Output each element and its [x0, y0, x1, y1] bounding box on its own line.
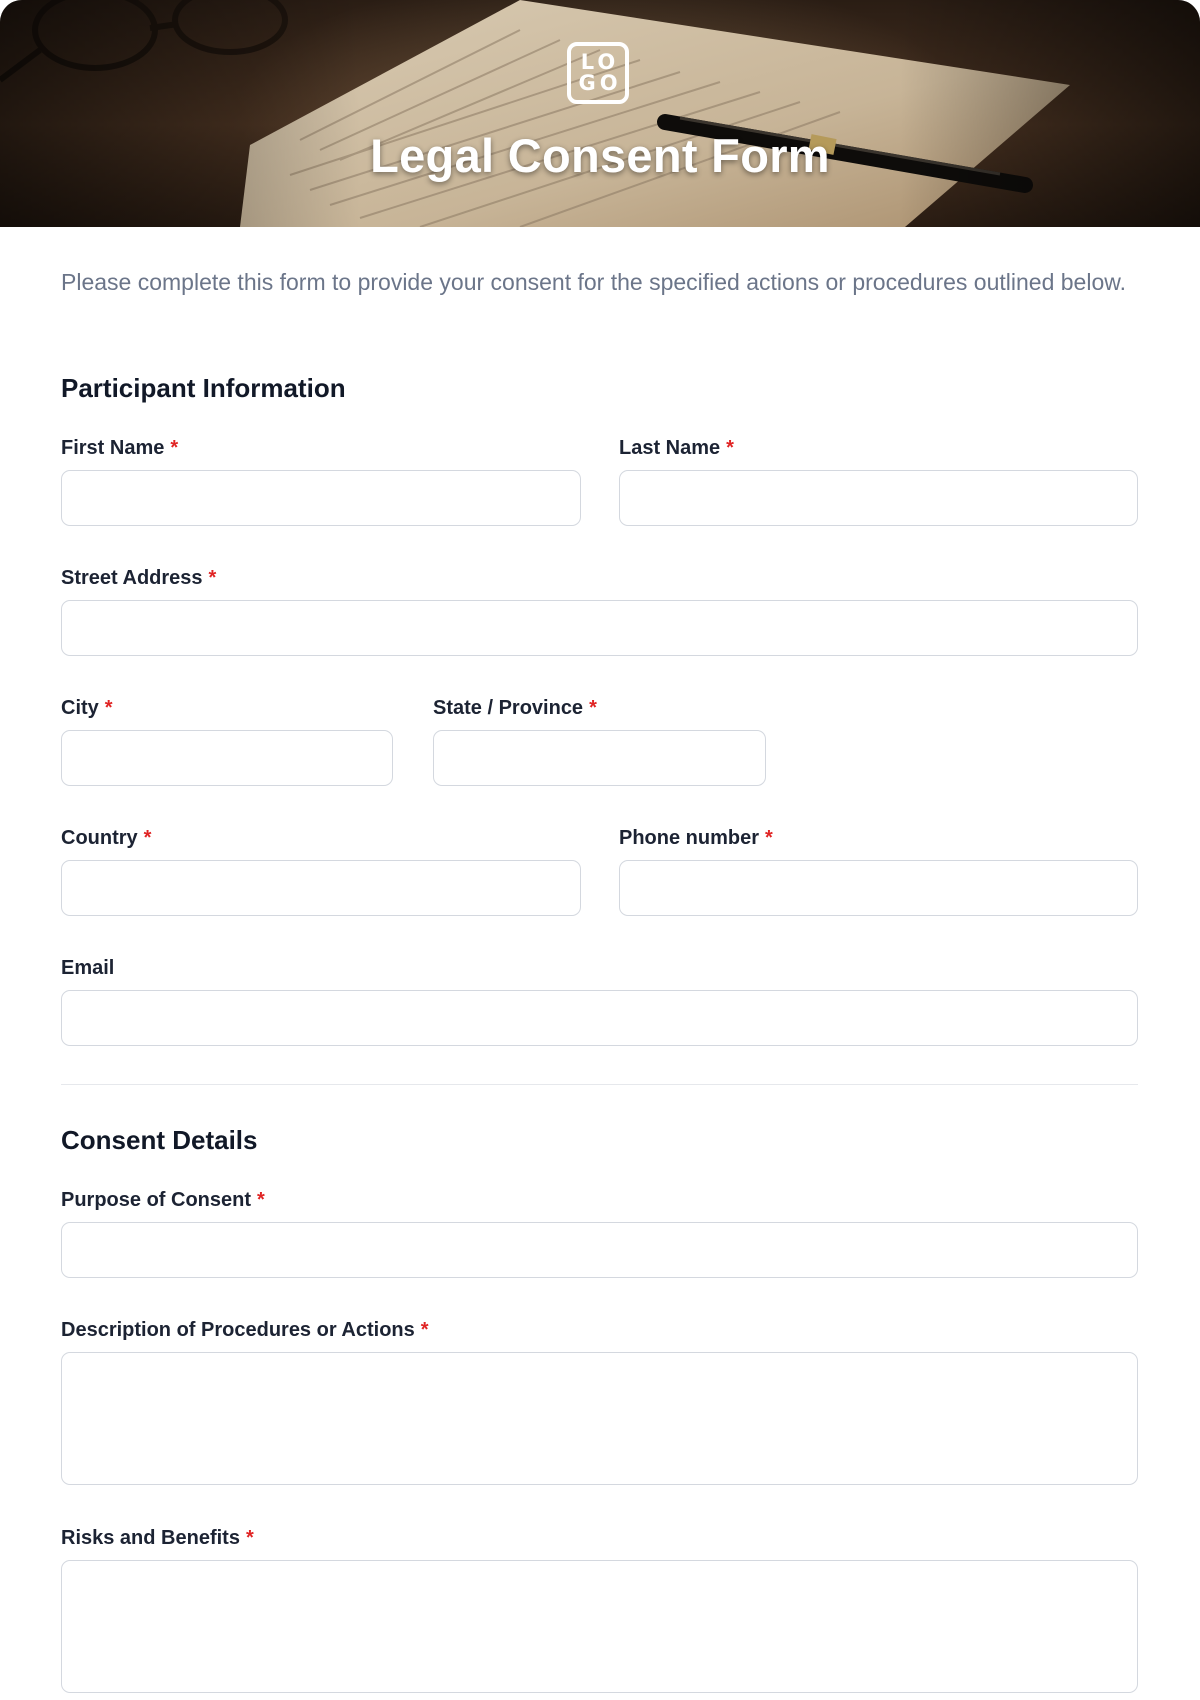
country-label	[61, 827, 151, 850]
form-description: Please complete this form to provide your consent for the specified actions or procedures outlined below.	[61, 269, 1126, 295]
first-name-label-text: First Name	[61, 437, 165, 459]
country-label-text: Country	[61, 827, 138, 849]
last-name-label-text: Last Name	[619, 437, 721, 459]
required-marker: *	[420, 1319, 429, 1341]
required-marker: *	[726, 437, 734, 459]
section-title-participant: Participant Information	[61, 373, 346, 403]
logo-text: LOGO	[578, 50, 622, 95]
description-label-text: Description of Procedures or Actions	[61, 1319, 415, 1341]
description-textarea[interactable]	[61, 1352, 1138, 1485]
email-input[interactable]	[61, 990, 1138, 1046]
first-name-input[interactable]	[61, 470, 581, 526]
street-address-input[interactable]	[61, 600, 1138, 656]
phone-number-input[interactable]	[619, 860, 1138, 916]
header-background-image	[0, 0, 1200, 227]
required-marker: *	[104, 697, 113, 719]
street-address-label-text: Street Address	[61, 567, 203, 589]
required-marker: *	[245, 1527, 254, 1549]
state-province-label	[433, 697, 597, 720]
city-label	[61, 697, 113, 720]
city-input[interactable]	[61, 730, 393, 786]
purpose-of-consent-input[interactable]	[61, 1222, 1138, 1278]
risks-and-benefits-label	[61, 1527, 254, 1550]
purpose-of-consent-label-text: Purpose of Consent	[61, 1189, 252, 1211]
risks-and-benefits-textarea[interactable]	[61, 1560, 1138, 1693]
section-title-consent: Consent Details	[61, 1125, 258, 1155]
phone-number-label	[619, 827, 773, 850]
logo	[567, 42, 629, 104]
risks-and-benefits-label-text: Risks and Benefits	[61, 1527, 240, 1549]
required-marker: *	[589, 697, 597, 719]
required-marker: *	[170, 437, 179, 459]
email-label	[61, 957, 114, 980]
street-address-label	[61, 567, 216, 590]
state-province-input[interactable]	[433, 730, 766, 786]
required-marker: *	[143, 827, 152, 849]
description-label	[61, 1319, 429, 1342]
last-name-input[interactable]	[619, 470, 1138, 526]
section-divider	[61, 1084, 1138, 1085]
header-banner	[0, 0, 1200, 227]
country-input[interactable]	[61, 860, 581, 916]
required-marker: *	[257, 1189, 265, 1211]
phone-number-label-text: Phone number	[619, 827, 760, 849]
last-name-label	[619, 437, 734, 460]
first-name-label	[61, 437, 178, 460]
email-label-text: Email	[61, 957, 115, 979]
page-title: Legal Consent Form	[370, 129, 830, 182]
required-marker: *	[208, 567, 217, 589]
purpose-of-consent-label	[61, 1189, 265, 1212]
state-province-label-text: State / Province	[433, 697, 584, 719]
required-marker: *	[765, 827, 773, 849]
city-label-text: City	[61, 697, 99, 719]
